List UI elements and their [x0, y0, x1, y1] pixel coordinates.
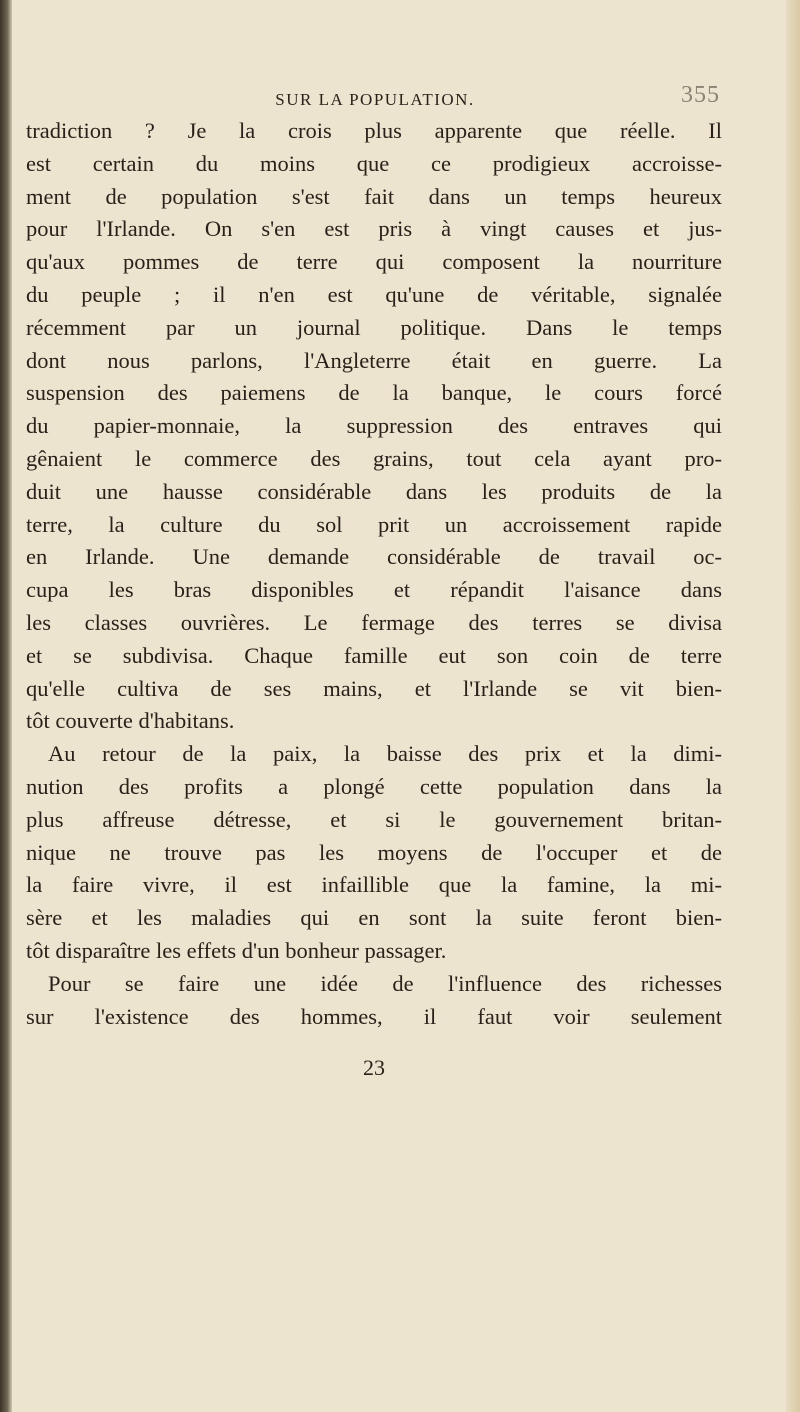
text-line: ment de population s'est fait dans un temps heureux	[26, 183, 722, 209]
text-line: tradiction ? Je la crois plus apparente que réelle. Il	[26, 118, 722, 143]
paragraph-end-line: tôt disparaître les effets d'un bonheur passager.	[26, 937, 447, 963]
text-line: et se subdivisa. Chaque famille eut son coin de terre	[26, 642, 722, 668]
text-line: nique ne trouve pas les moyens de l'occuper et de	[26, 839, 722, 865]
text-line: pour l'Irlande. On s'en est pris à vingt causes et jus-	[26, 216, 722, 242]
book-gutter-shadow	[0, 0, 12, 1412]
page-edge	[786, 0, 800, 1412]
text-line: les classes ouvrières. Le fermage des terres se divisa	[26, 609, 722, 635]
text-line: qu'elle cultiva de ses mains, et l'Irlande se vit bien-	[26, 675, 722, 701]
text-line: qu'aux pommes de terre qui composent la nourriture	[26, 249, 722, 275]
signature-mark: 23	[363, 1055, 385, 1080]
page-number: 355	[681, 82, 720, 108]
text-line: cupa les bras disponibles et répandit l'aisance dans	[26, 577, 722, 603]
text-line: sur l'existence des hommes, il faut voir seulement	[26, 1003, 722, 1029]
text-line: sère et les maladies qui en sont la suite feront bien-	[26, 905, 722, 931]
text-line: la faire vivre, il est infaillible que la famine, la mi-	[26, 872, 722, 898]
text-line: nution des profits a plongé cette population dans la	[26, 773, 722, 799]
text-line: récemment par un journal politique. Dans le temps	[26, 314, 722, 340]
text-body	[26, 115, 722, 1080]
text-line: du papier-monnaie, la suppression des entraves qui	[26, 413, 722, 439]
text-line: est certain du moins que ce prodigieux accroisse-	[26, 150, 722, 176]
text-line: dont nous parlons, l'Angleterre était en guerre. La	[26, 347, 722, 373]
text-line: suspension des paiemens de la banque, le cours forcé	[26, 380, 722, 406]
text-line: du peuple ; il n'en est qu'une de véritable, signalée	[26, 281, 722, 307]
text-line: gênaient le commerce des grains, tout cela ayant pro-	[26, 445, 722, 471]
text-line: duit une hausse considérable dans les produits de la	[26, 478, 722, 504]
text-line: plus affreuse détresse, et si le gouvernement britan-	[26, 806, 722, 832]
text-line: en Irlande. Une demande considérable de travail oc-	[26, 544, 722, 570]
paragraph-start-line: Pour se faire une idée de l'influence des richesses	[48, 970, 722, 996]
text-line: terre, la culture du sol prit un accroissement rapide	[26, 511, 722, 537]
paragraph-start-line: Au retour de la paix, la baisse des prix et la dimi-	[48, 741, 722, 767]
running-title: SUR LA POPULATION.	[275, 90, 475, 109]
running-head	[30, 82, 720, 118]
paragraph-end-line: tôt couverte d'habitans.	[26, 708, 235, 734]
